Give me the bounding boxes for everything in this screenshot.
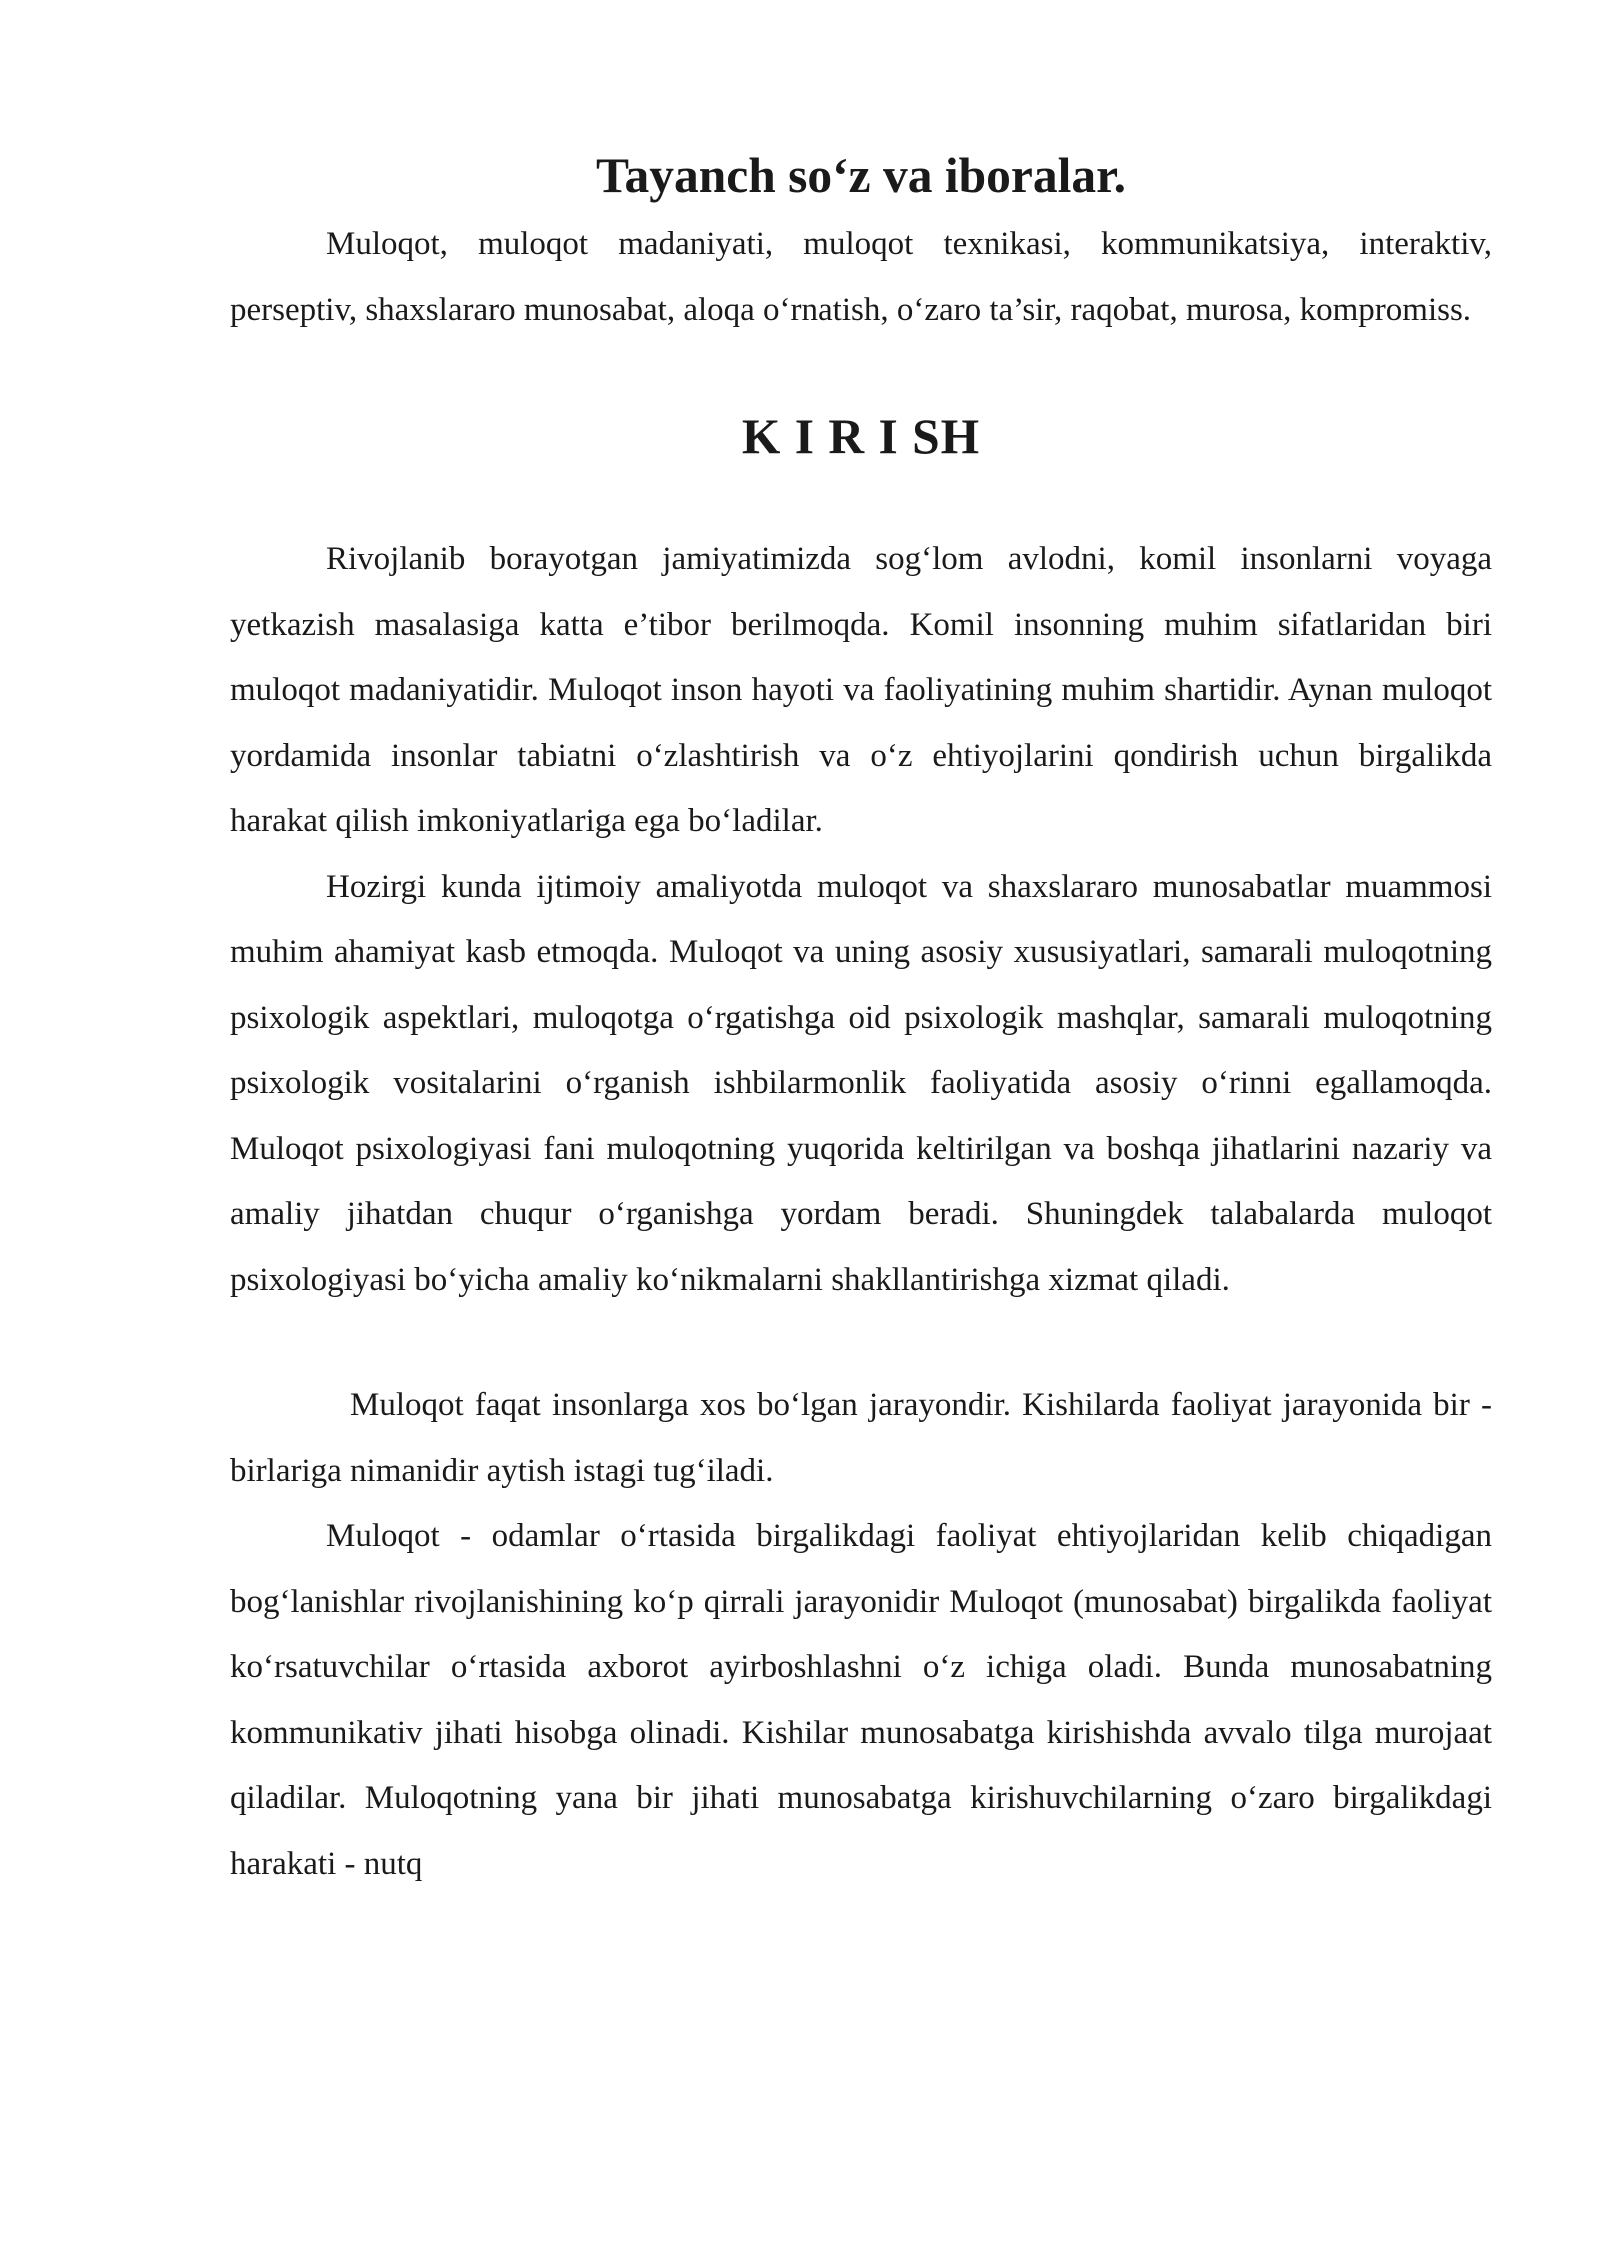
- keywords-heading: Tayanch so‘z va iboralar.: [596, 148, 1126, 203]
- paragraph-spacer: [230, 1313, 1492, 1373]
- intro-paragraph-2: Hozirgi kunda ijtimoiy amaliyotda muloqot va shaxslararo munosabatlar muammosi muhim ahamiyat kasb etmoqda. Muloqot va uning asosiy xususiyatlari, samarali muloqotning psixologik aspektlari, muloqotga o‘rgatishga oid psixologik mashqlar, samarali muloqotning psixologik vositalarini o‘rganish ishbilarmonlik faoliyatida asosiy o‘rinni egallamoqda. Muloqot psixologiyasi fani muloqotning yuqorida keltirilgan va boshqa jihatlarini nazariy va amaliy jihatdan chuqur o‘rganishga yordam beradi. Shuningdek talabalarda muloqot psixologiyasi bo‘yicha amaliy ko‘nikmalarni shakllantirishga xizmat qiladi.: [230, 868, 1492, 1298]
- page-content: [230, 146, 1492, 1897]
- keywords-paragraph: Muloqot, muloqot madaniyati, muloqot texnikasi, kommunikatsiya, interaktiv, perseptiv, shaxslararo munosabat, aloqa o‘rnatish, o‘zaro ta’sir, raqobat, murosa, kompromiss.: [230, 226, 1492, 328]
- intro-paragraph-1: Rivojlanib borayotgan jamiyatimizda sog‘lom avlodni, komil insonlarni voyaga yetkazish masalasiga katta e’tibor berilmoqda. Komil insonning muhim sifatlaridan biri muloqot madaniyatidir. Muloqot inson hayoti va faoliyatining muhim shartidir. Aynan muloqot yordamida insonlar tabiatni o‘zlashtirish va o‘z ehtiyojlarini qondirish uchun birgalikda harakat qilish imkoniyatlariga ega bo‘ladilar.: [230, 541, 1492, 839]
- intro-paragraph-4: Muloqot - odamlar o‘rtasida birgalikdagi faoliyat ehtiyojlaridan kelib chiqadigan bog‘lanishlar rivojlanishining ko‘p qirrali jarayonidir Muloqot (munosabat) birgalikda faoliyat ko‘rsatuvchilar o‘rtasida axborot ayirboshlashni o‘z ichiga oladi. Bunda munosabatning kommunikativ jihati hisobga olinadi. Kishilar munosabatga kirishishda avvalo tilga murojaat qiladilar. Muloqotning yana bir jihati munosabatga kirishuvchilarning o‘zaro birgalikdagi harakati - nutq: [230, 1518, 1492, 1882]
- intro-heading: K I R I SH: [741, 409, 981, 464]
- intro-paragraph-3: Muloqot faqat insonlarga xos bo‘lgan jarayondir. Kishilarda faoliyat jarayonida bir - birlariga nimanidir aytish istagi tug‘iladi.: [230, 1387, 1492, 1489]
